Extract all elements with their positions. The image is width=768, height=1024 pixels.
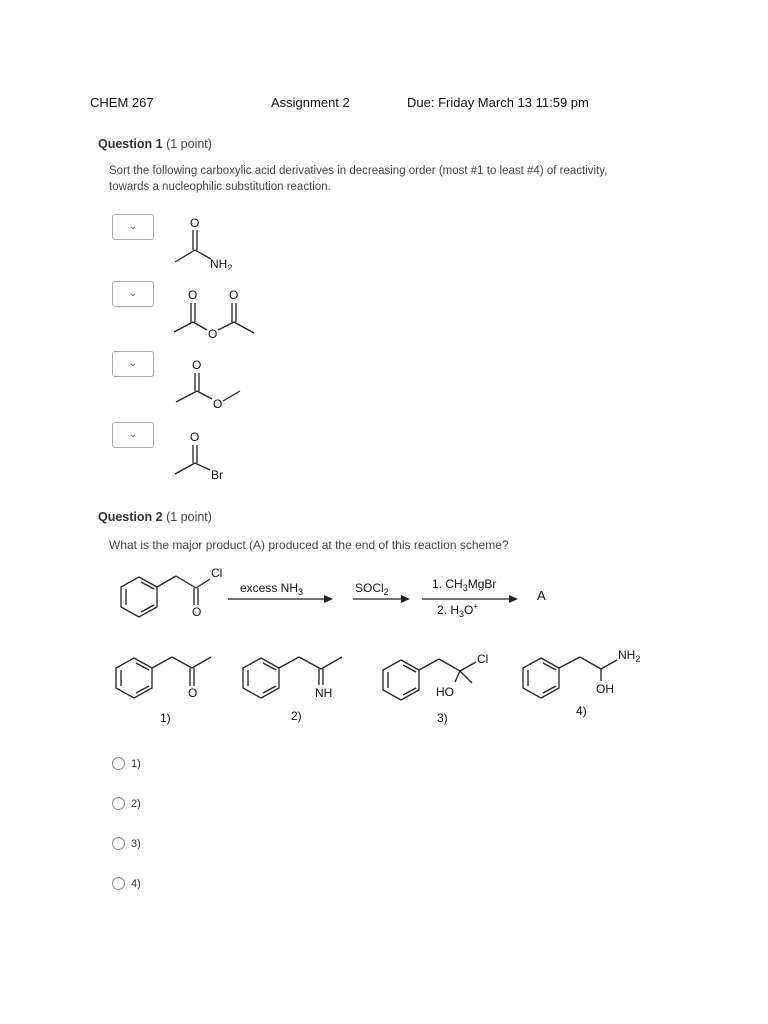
reagent-1: excess $NH_3$ <box>240 581 304 597</box>
radio-button[interactable] <box>112 877 125 890</box>
question-1-points: (1 point) <box>166 137 212 151</box>
acetyl-bromide-structure <box>160 427 280 487</box>
radio-button[interactable] <box>112 757 125 770</box>
question-1-label: Question 1 <box>98 137 163 151</box>
option-label: 3) <box>131 837 141 850</box>
reagent-3-top: 1. $CH_3MgBr$ <box>432 577 497 593</box>
answer-structures <box>110 640 650 730</box>
amine-label: $NH_2$ <box>210 257 233 270</box>
oxygen-label: O <box>188 288 198 302</box>
chlorine-label: Cl <box>211 566 223 580</box>
question-2-text: What is the major product (A) produced at the end of this reaction scheme? <box>109 538 509 552</box>
question-1-text-line2: towards a nucleophilic substitution reaction. <box>109 181 331 193</box>
hydroxyl-label: HO <box>436 685 454 699</box>
oxygen-label: O <box>229 288 239 302</box>
methyl-acetate-structure <box>160 355 280 415</box>
chevron-down-icon: ⌄ <box>128 221 138 232</box>
choice-4-label: 4) <box>576 704 587 718</box>
choice-1-structure <box>116 657 211 725</box>
option-label: 4) <box>131 877 141 890</box>
product-label: A <box>537 588 546 603</box>
choice-1-label: 1) <box>160 711 171 725</box>
reagent-2: SOCl$_2$ <box>355 581 389 597</box>
option-1[interactable] <box>112 757 141 770</box>
rank-select-4[interactable] <box>112 422 154 448</box>
bromine-label: Br <box>211 468 223 482</box>
hydroxyl-label: OH <box>596 682 614 696</box>
question-1-text <box>109 163 669 195</box>
rank-select-2[interactable] <box>112 281 154 307</box>
reaction-scheme <box>110 565 570 625</box>
rank-select-1[interactable] <box>112 214 154 240</box>
reagent-3-bottom: 2. $H_3O^+$ <box>437 602 479 619</box>
oxygen-label: O <box>192 605 202 619</box>
oxygen-label: O <box>213 397 223 411</box>
amine-label: $NH_2$ <box>618 648 641 664</box>
choice-4-structure <box>523 648 640 718</box>
question-2-points: (1 point) <box>166 510 212 524</box>
assignment-title: Assignment 2 <box>271 95 350 110</box>
question-1-text-line1: Sort the following carboxylic acid derivatives in decreasing order (most #1 to least #4) of reactivity, <box>109 165 608 177</box>
option-4[interactable] <box>112 877 141 890</box>
acetamide-structure <box>160 210 280 270</box>
acetic-anhydride-structure <box>160 285 280 345</box>
due-date: Due: Friday March 13 11:59 pm <box>407 95 589 110</box>
oxygen-label: O <box>192 358 202 372</box>
choice-3-label: 3) <box>437 711 448 725</box>
oxygen-label: O <box>188 686 198 700</box>
choice-3-structure <box>383 652 488 725</box>
radio-button[interactable] <box>112 797 125 810</box>
course-code: CHEM 267 <box>90 95 154 110</box>
chevron-down-icon: ⌄ <box>128 358 138 369</box>
chlorine-label: Cl <box>477 652 489 666</box>
oxygen-label: O <box>190 216 200 230</box>
question-2-title <box>98 510 212 524</box>
option-3[interactable] <box>112 837 141 850</box>
question-1-title <box>98 137 212 151</box>
option-label: 1) <box>131 757 141 770</box>
choice-2-structure <box>243 657 342 723</box>
chevron-down-icon: ⌄ <box>128 429 138 440</box>
oxygen-label: O <box>190 430 200 444</box>
radio-button[interactable] <box>112 837 125 850</box>
option-label: 2) <box>131 797 141 810</box>
option-2[interactable] <box>112 797 141 810</box>
oxygen-label: O <box>208 327 218 341</box>
choice-2-label: 2) <box>291 709 302 723</box>
imine-label: NH <box>315 686 333 700</box>
rank-select-3[interactable] <box>112 351 154 377</box>
chevron-down-icon: ⌄ <box>128 288 138 299</box>
question-2-label: Question 2 <box>98 510 163 524</box>
